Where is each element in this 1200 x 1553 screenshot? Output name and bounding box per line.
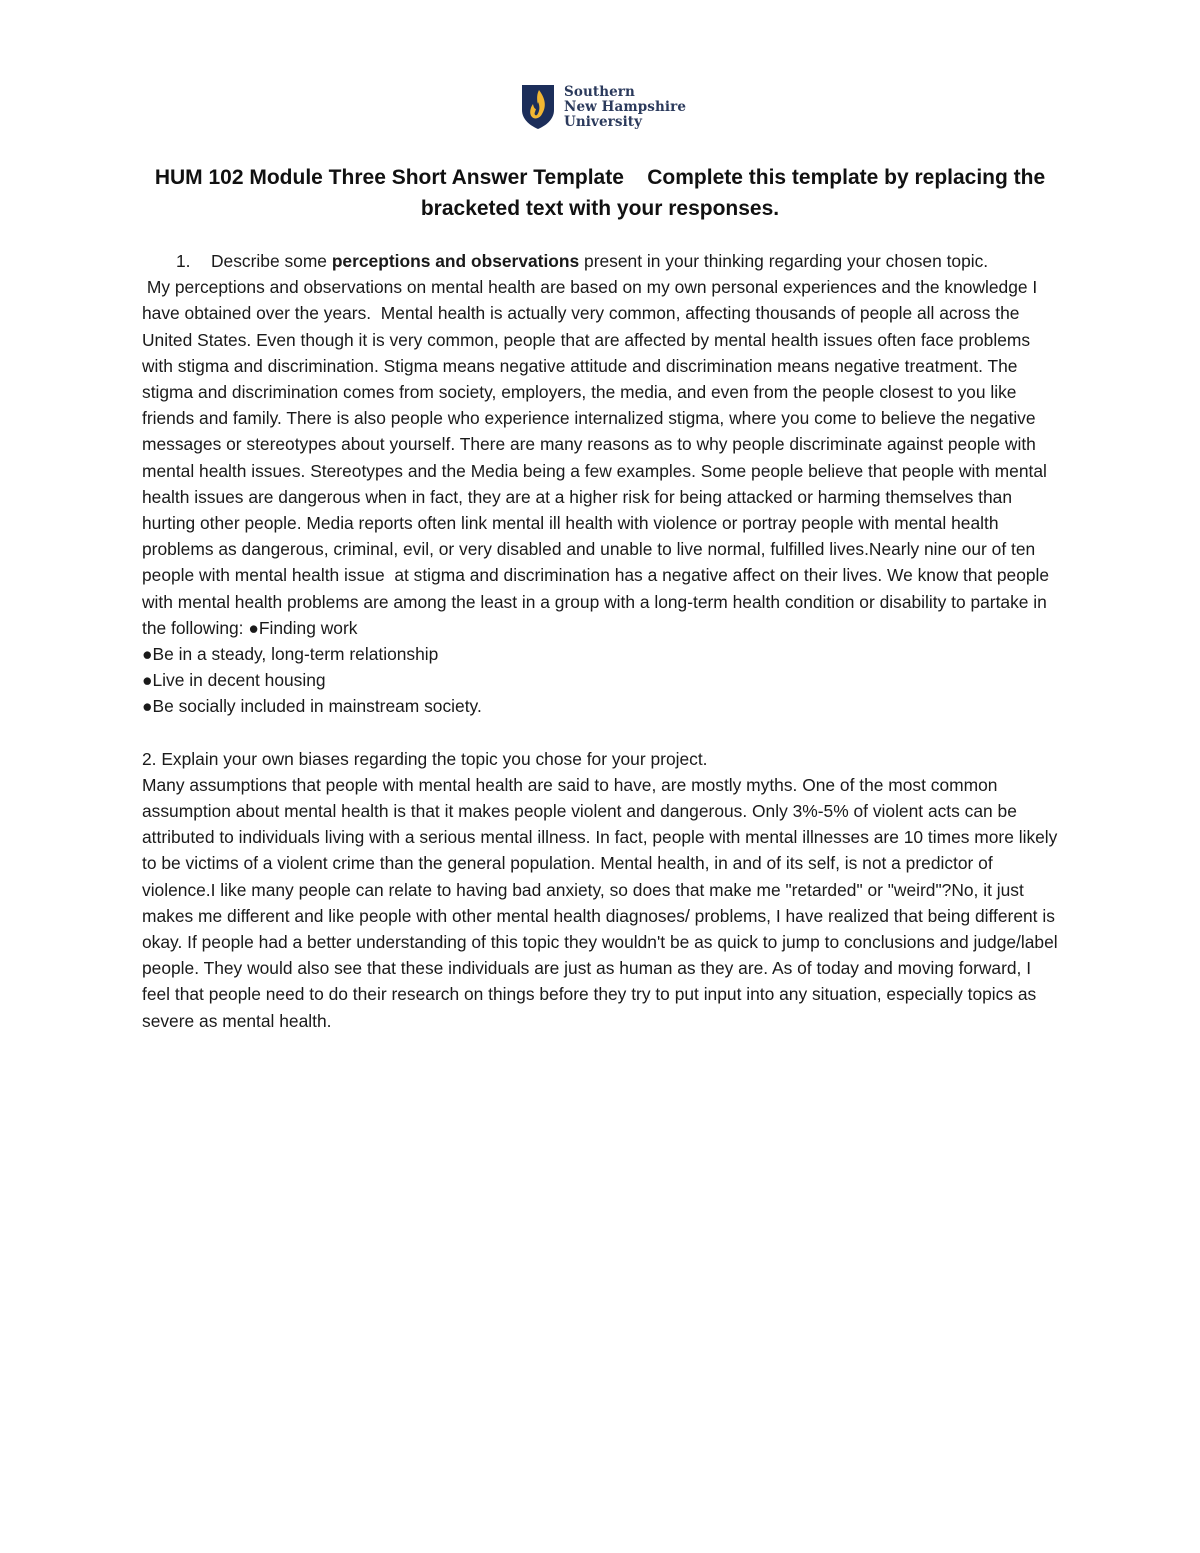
- document-title: HUM 102 Module Three Short Answer Template Complete this template by replacing the bracketed text with your responses.: [154, 166, 1052, 220]
- logo-line-1: Southern: [564, 83, 635, 100]
- question-1: [176, 248, 1062, 274]
- question-1-number: 1.: [176, 251, 191, 271]
- answer-2-paragraph: Many assumptions that people with mental health are said to have, are mostly myths. One of the most common assumption about mental health is that it makes people violent and dangerous. Only 3%-5% of violent acts can be attributed to individuals living with a serious mental illness. In fact, people with mental illnesses are 10 times more likely to be victims of a violent crime than the general population. Mental health, in and of its self, is not a predictor of violence.I like many people can relate to having bad anxiety, so does that make me "retarded" or "weird"?No, it just makes me different and like people with other mental health diagnoses/ problems, I have realized that being different is okay. If people had a better understanding of this topic they wouldn't be as quick to jump to conclusions and judge/label people. They would also see that these individuals are just as human as they are. As of today and moving forward, I feel that people need to do their research on things before they try to put input into any situation, especially topics as severe as mental health.: [142, 774, 1058, 1031]
- question-1-text-after: present in your thinking regarding your chosen topic.: [579, 251, 989, 271]
- shield-flame-icon: [521, 84, 555, 130]
- logo-wordmark: [564, 85, 686, 130]
- question-1-text: [211, 248, 1062, 274]
- answer-1-bullet: ●Be in a steady, long-term relationship: [142, 644, 439, 665]
- university-logo: [521, 84, 686, 130]
- answer-1-bullet: ●Be socially included in mainstream society.: [142, 696, 482, 717]
- question-2: 2. Explain your own biases regarding the topic you chose for your project.: [142, 748, 708, 769]
- answer-1-bullet: ●Live in decent housing: [142, 670, 326, 691]
- answer-1-paragraph: My perceptions and observations on mental health are based on my own personal experiences and the knowledge I have obtained over the years. Mental health is actually very common, affecting thousands of people all across the United States. Even though it is very common, people that are affected by mental health issues often face problems with stigma and discrimination. Stigma means negative attitude and discrimination means negative treatment. The stigma and discrimination comes from society, employers, the media, and even from the people closest to you like friends and family. There is also people who experience internalized stigma, where you come to believe the negative messages or stereotypes about yourself. There are many reasons as to why people discriminate against people with mental health issues. Stereotypes and the Media being a few examples. Some people believe that people with mental health issues are dangerous when in fact, they are at a higher risk for being attacked or harming themselves than hurting other people. Media reports often link mental ill health with violence or portray people with mental health problems as dangerous, criminal, evil, or very disabled and unable to live normal, fulfilled lives.Nearly nine our of ten people with mental health issue at stigma and discrimination has a negative affect on their lives. We know that people with mental health problems are among the least in a group with a long-term health condition or disability to partake in the following: ●Finding work: [142, 277, 1054, 638]
- document-body: [142, 248, 1062, 1034]
- question-1-bold-text: perceptions and observations: [331, 251, 580, 271]
- logo-line-2: New Hampshire: [564, 98, 687, 115]
- logo-line-3: University: [564, 113, 643, 130]
- paragraph-spacer: [142, 720, 1062, 746]
- question-1-text-before: Describe some: [211, 251, 332, 271]
